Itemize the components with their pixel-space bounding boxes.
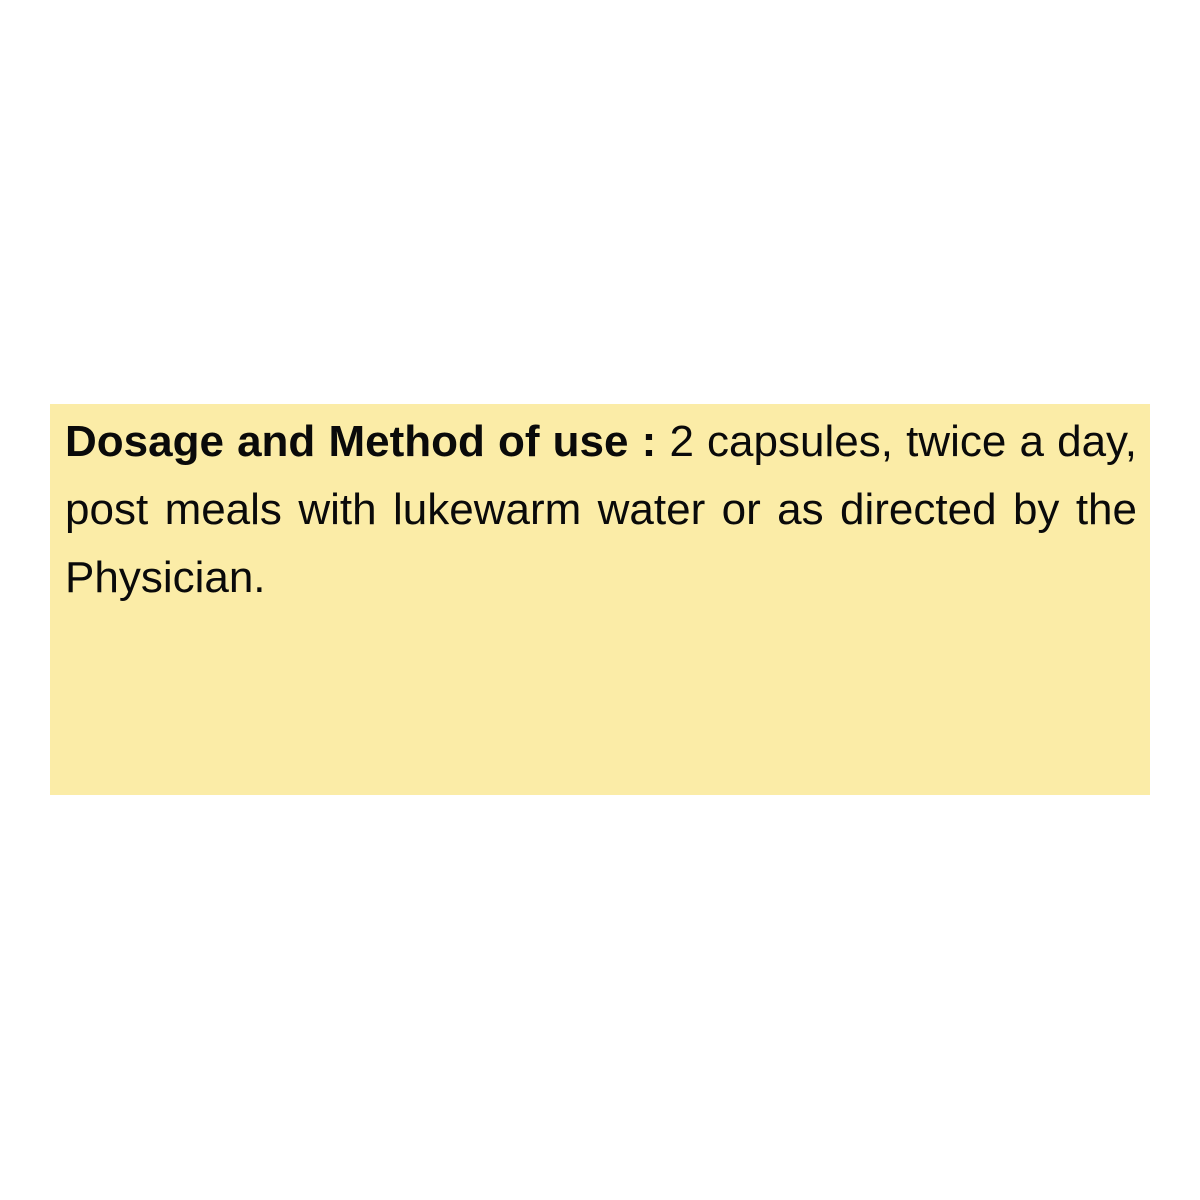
dosage-text xyxy=(65,408,1137,612)
dosage-panel xyxy=(50,404,1150,795)
dosage-line-3: Physician. xyxy=(65,553,266,602)
dosage-line-1-body: 2 capsules, twice a day, xyxy=(656,417,1137,466)
dosage-heading: Dosage and Method of use : xyxy=(65,417,657,466)
dosage-line-1 xyxy=(65,408,1137,476)
dosage-line-2: post meals with lukewarm water or as directed by the xyxy=(65,485,1137,534)
